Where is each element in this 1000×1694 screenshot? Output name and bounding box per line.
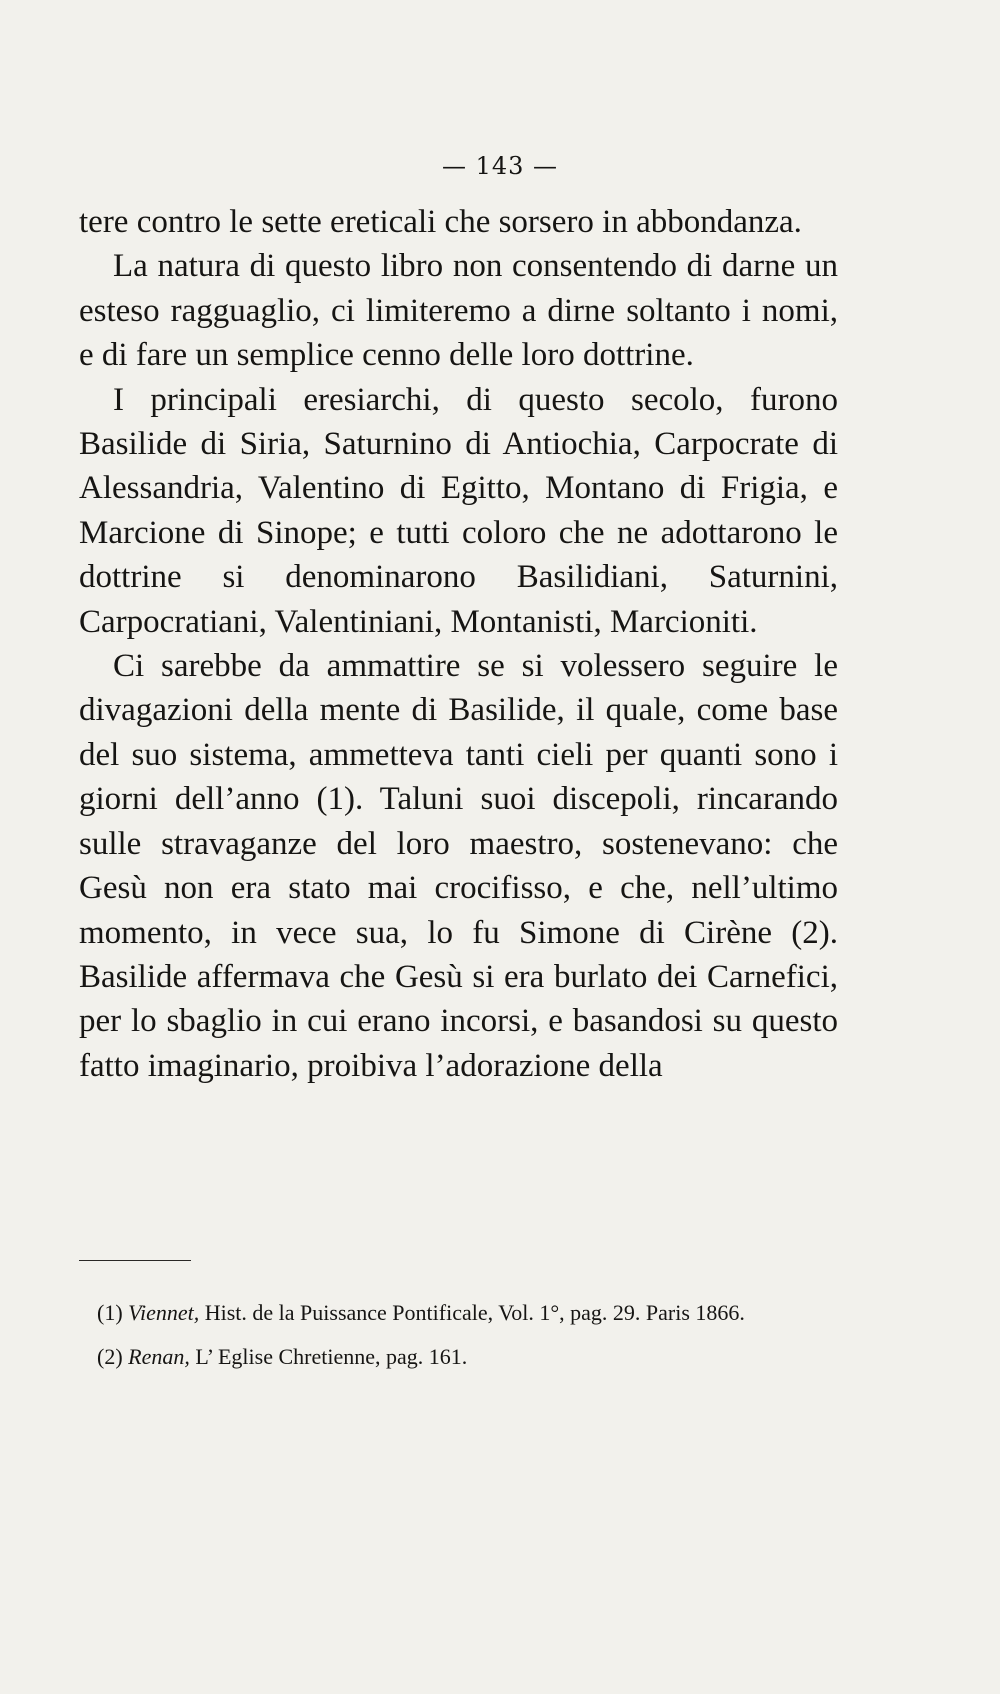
footnote-citation: L’ Eglise Chretienne, pag. 161. — [195, 1344, 468, 1369]
footnote-marker: (1) — [97, 1300, 123, 1325]
paragraph: La natura di questo libro non consentendo di darne un esteso ragguaglio, ci limiteremo a dirne soltanto i nomi, e di fare un semplice cenno delle loro dottrine. — [79, 248, 838, 374]
footnote-author: Renan, — [128, 1344, 190, 1369]
page-number: — 143 — — [441, 152, 559, 180]
paragraph: Ci sarebbe da ammattire se si volessero seguire le divagazioni della mente di Basilide, il quale, come base del suo sistema, ammetteva tanti cieli per quanti sono i giorni dell’anno (1). Taluni suoi discepoli, rincarando sulle stravaganze del loro maestro, sostenevano: che Gesù non era stato mai crocifisso, e che, nell’ultimo momento, in vece sua, lo fu Simone di Cirène (2). Basilide affermava che Gesù si era burlato dei Carnefici, per lo sbaglio in cui erano incorsi, e basandosi su questo fatto imaginario, proibiva l’adorazione della — [79, 648, 838, 1084]
paragraph: I principali eresiarchi, di questo secolo, furono Basilide di Siria, Saturnino di Antiochia, Carpocrate di Alessandria, Valentino di Egitto, Montano di Frigia, e Marcione di Sinope; e tutti coloro che ne adottarono le dottrine si denominarono Basilidiani, Saturnini, Carpocratiani, Valentiniani, Montanisti, Marcioniti. — [79, 381, 838, 640]
footnote-citation: Hist. de la Puissance Pontificale, Vol. 1°, pag. 29. Paris 1866. — [204, 1300, 745, 1325]
paragraph-continuation: tere contro le sette ereticali che sorsero in abbondanza. — [79, 204, 802, 240]
footnote-2 — [79, 1339, 838, 1375]
footnotes — [79, 1295, 838, 1375]
footnote-divider — [79, 1260, 191, 1261]
footnote-author: Viennet, — [128, 1300, 200, 1325]
footnote-1 — [79, 1295, 838, 1331]
body-text — [79, 200, 838, 1088]
footnote-marker: (2) — [97, 1344, 123, 1369]
